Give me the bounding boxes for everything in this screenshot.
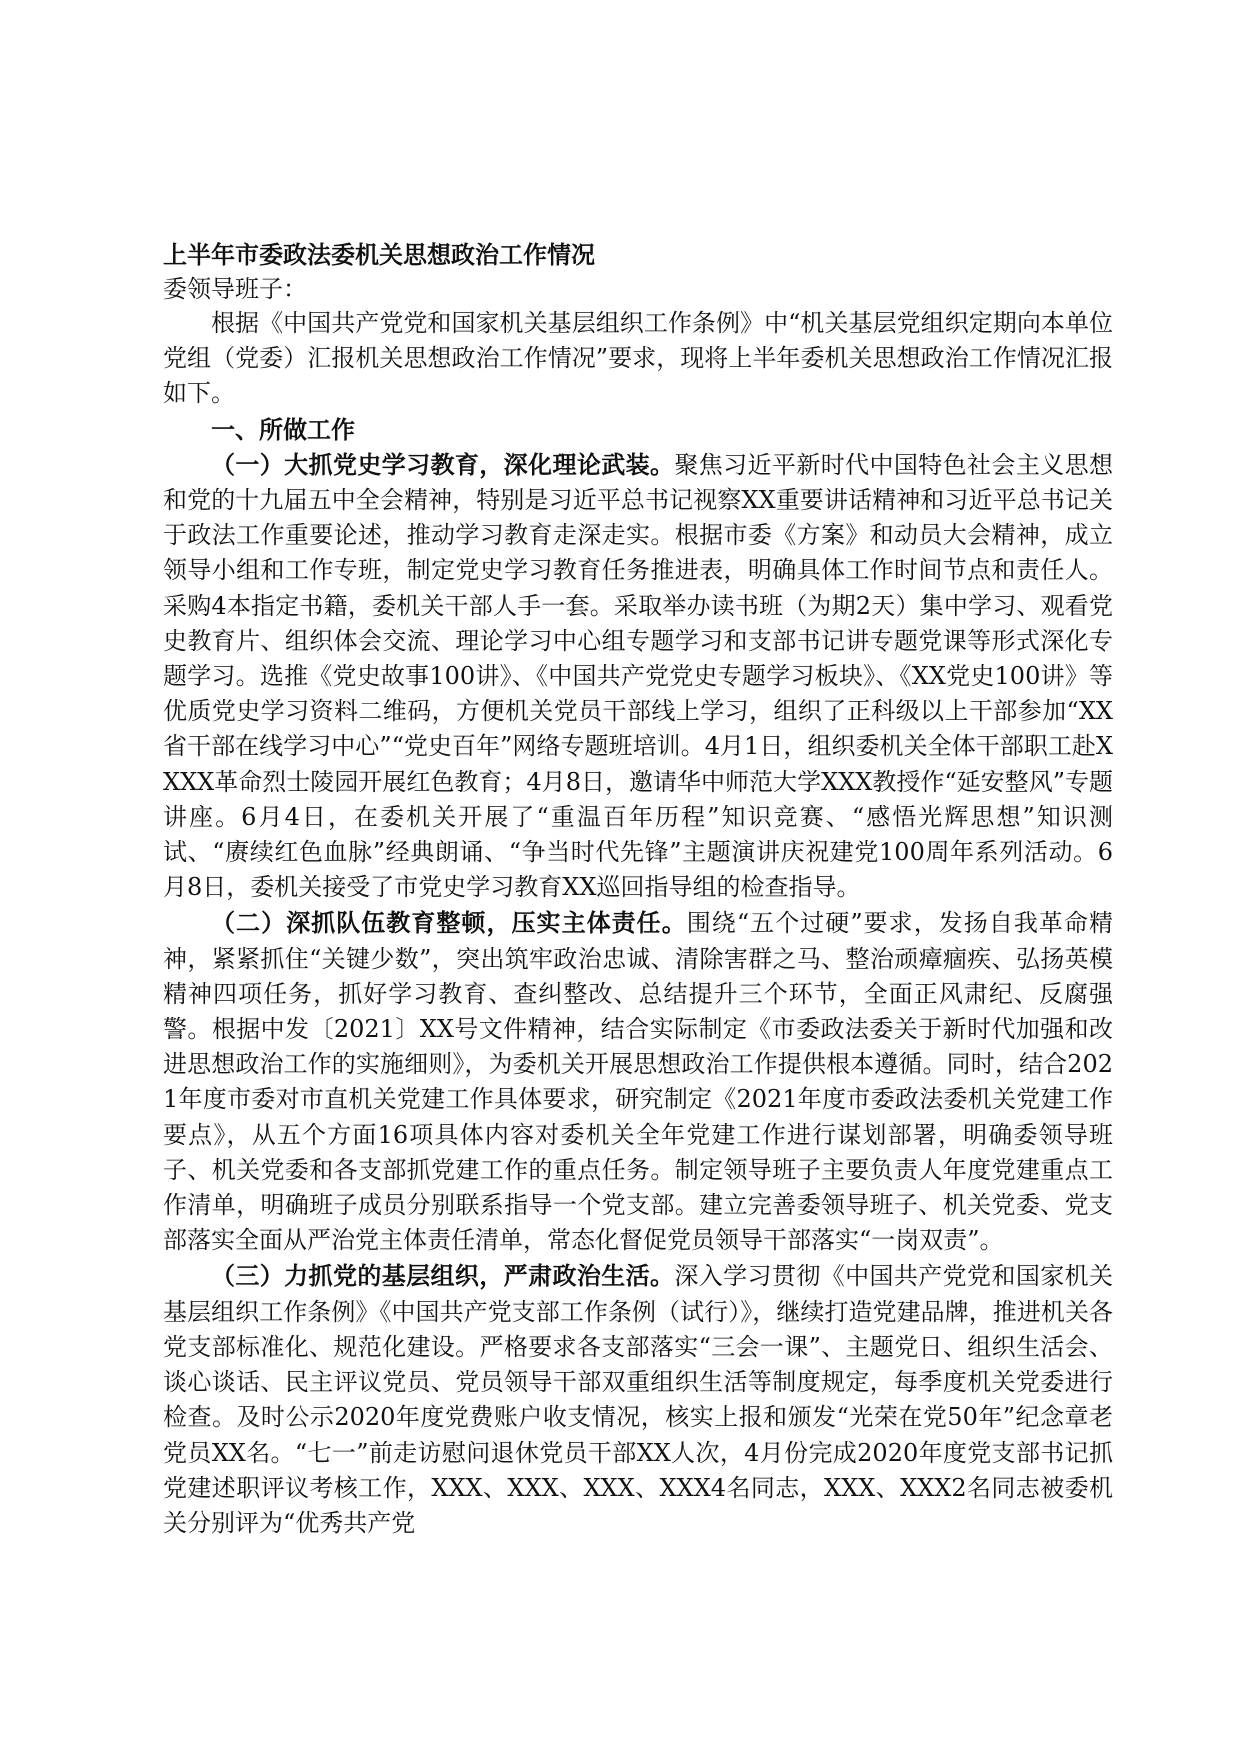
work-item-body: 聚焦习近平新时代中国特色社会主义思想和党的十九届五中全会精神，特别是习近平总书记视察XX重要讲话精神和习近平总书记关于政法工作重要论述，推动学习教育走深走实。根据市委《方案》和动员大会精神，成立领导小组和工作专班，制定党史学习教育任务推进表，明确具体工作时间节点和责任人。采购4本指定书籍，委机关干部人手一套。采取举办读书班（为期2天）集中学习、观看党史教育片、组织体会交流、理论学习中心组专题学习和支部书记讲专题党课等形式深化专题学习。选推《党史故事100讲》、《中国共产党党史专题学习板块》、《XX党史100讲》等优质党史学习资料二维码，方便机关党员干部线上学习，组织了正科级以上干部参加“XX省干部在线学习中心”“党史百年”网络专题班培训。4月1日，组织委机关全体干部职工赴XXXX革命烈士陵园开展红色教育；4月8日，邀请华中师范大学XXX教授作“延安整风”专题讲座。6月4日，在委机关开展了“重温百年历程”知识竞赛、“感悟光辉思想”知识测试、“赓续红色血脉”经典朗诵、“争当时代先锋”主题演讲庆祝建党100周年系列活动。6月8日，委机关接受了市党史学习教育XX巡回指导组的检查指导。 — [163, 450, 1114, 902]
work-item-3 — [163, 1258, 1113, 1541]
work-item-body: 深入学习贯彻《中国共产党党和国家机关基层组织工作条例》《中国共产党支部工作条例（试行）》，继续打造党建品牌，推进机关各党支部标准化、规范化建设。严格要求各支部落实“三会一课”、主题党日、组织生活会、谈心谈话、民主评议党员、党员领导干部双重组织生活等制度规定，每季度机关党委进行检查。及时公示2020年度党费账户收支情况，核实上报和颁发“光荣在党50年”纪念章老党员XX名。“七一”前走访慰问退休党员干部XX人次，4月份完成2020年度党支部书记抓党建述职评议考核工作，XXX、XXX、XXX、XXX4名同志，XXX、XXX2名同志被委机关分别评为“优秀共产党 — [163, 1262, 1114, 1537]
section-heading: 一、所做工作 — [211, 414, 355, 444]
work-item-body: 围绕“五个过硬”要求，发扬自我革命精神，紧紧抓住“关键少数”，突出筑牢政治忠诚、清除害群之马、整治顽瘴痼疾、弘扬英模精神四项任务，抓好学习教育、查纠整改、总结提升三个环节，全面正风肃纪、反腐强警。根据中发〔2021〕XX号文件精神，结合实际制定《市委政法委关于新时代加强和改进思想政治工作的实施细则》，为委机关开展思想政治工作提供根本遵循。同时，结合2021年度市委对市直机关党建工作具体要求，研究制定《2021年度市委政法委机关党建工作要点》，从五个方面16项具体内容对委机关全年党建工作进行谋划部署，明确委领导班子、机关党委和各支部抓党建工作的重点任务。制定领导班子主要负责人年度党建重点工作清单，明确班子成员分别联系指导一个党支部。建立完善委领导班子、机关党委、党支部落实全面从严治党主体责任清单，常态化督促党员领导干部落实“一岗双责”。 — [163, 909, 1113, 1255]
work-item-title: （三）力抓党的基层组织，严肃政治生活。 — [211, 1261, 675, 1291]
document-page — [163, 238, 1113, 1541]
work-item-title: （二）深抓队伍教育整顿，压实主体责任。 — [211, 908, 687, 938]
document-title: 上半年市委政法委机关思想政治工作情况 — [163, 240, 595, 269]
work-item-2 — [163, 905, 1113, 1258]
work-item-1 — [163, 447, 1113, 906]
work-item-title: （一）大抓党史学习教育，深化理论武装。 — [211, 449, 675, 479]
intro-paragraph: 根据《中国共产党党和国家机关基层组织工作条例》中“机关基层党组织定期向本单位党组（党委）汇报机关思想政治工作情况”要求，现将上半年委机关思想政治工作情况汇报如下。 — [163, 309, 1113, 408]
salutation: 委领导班子： — [163, 275, 307, 303]
